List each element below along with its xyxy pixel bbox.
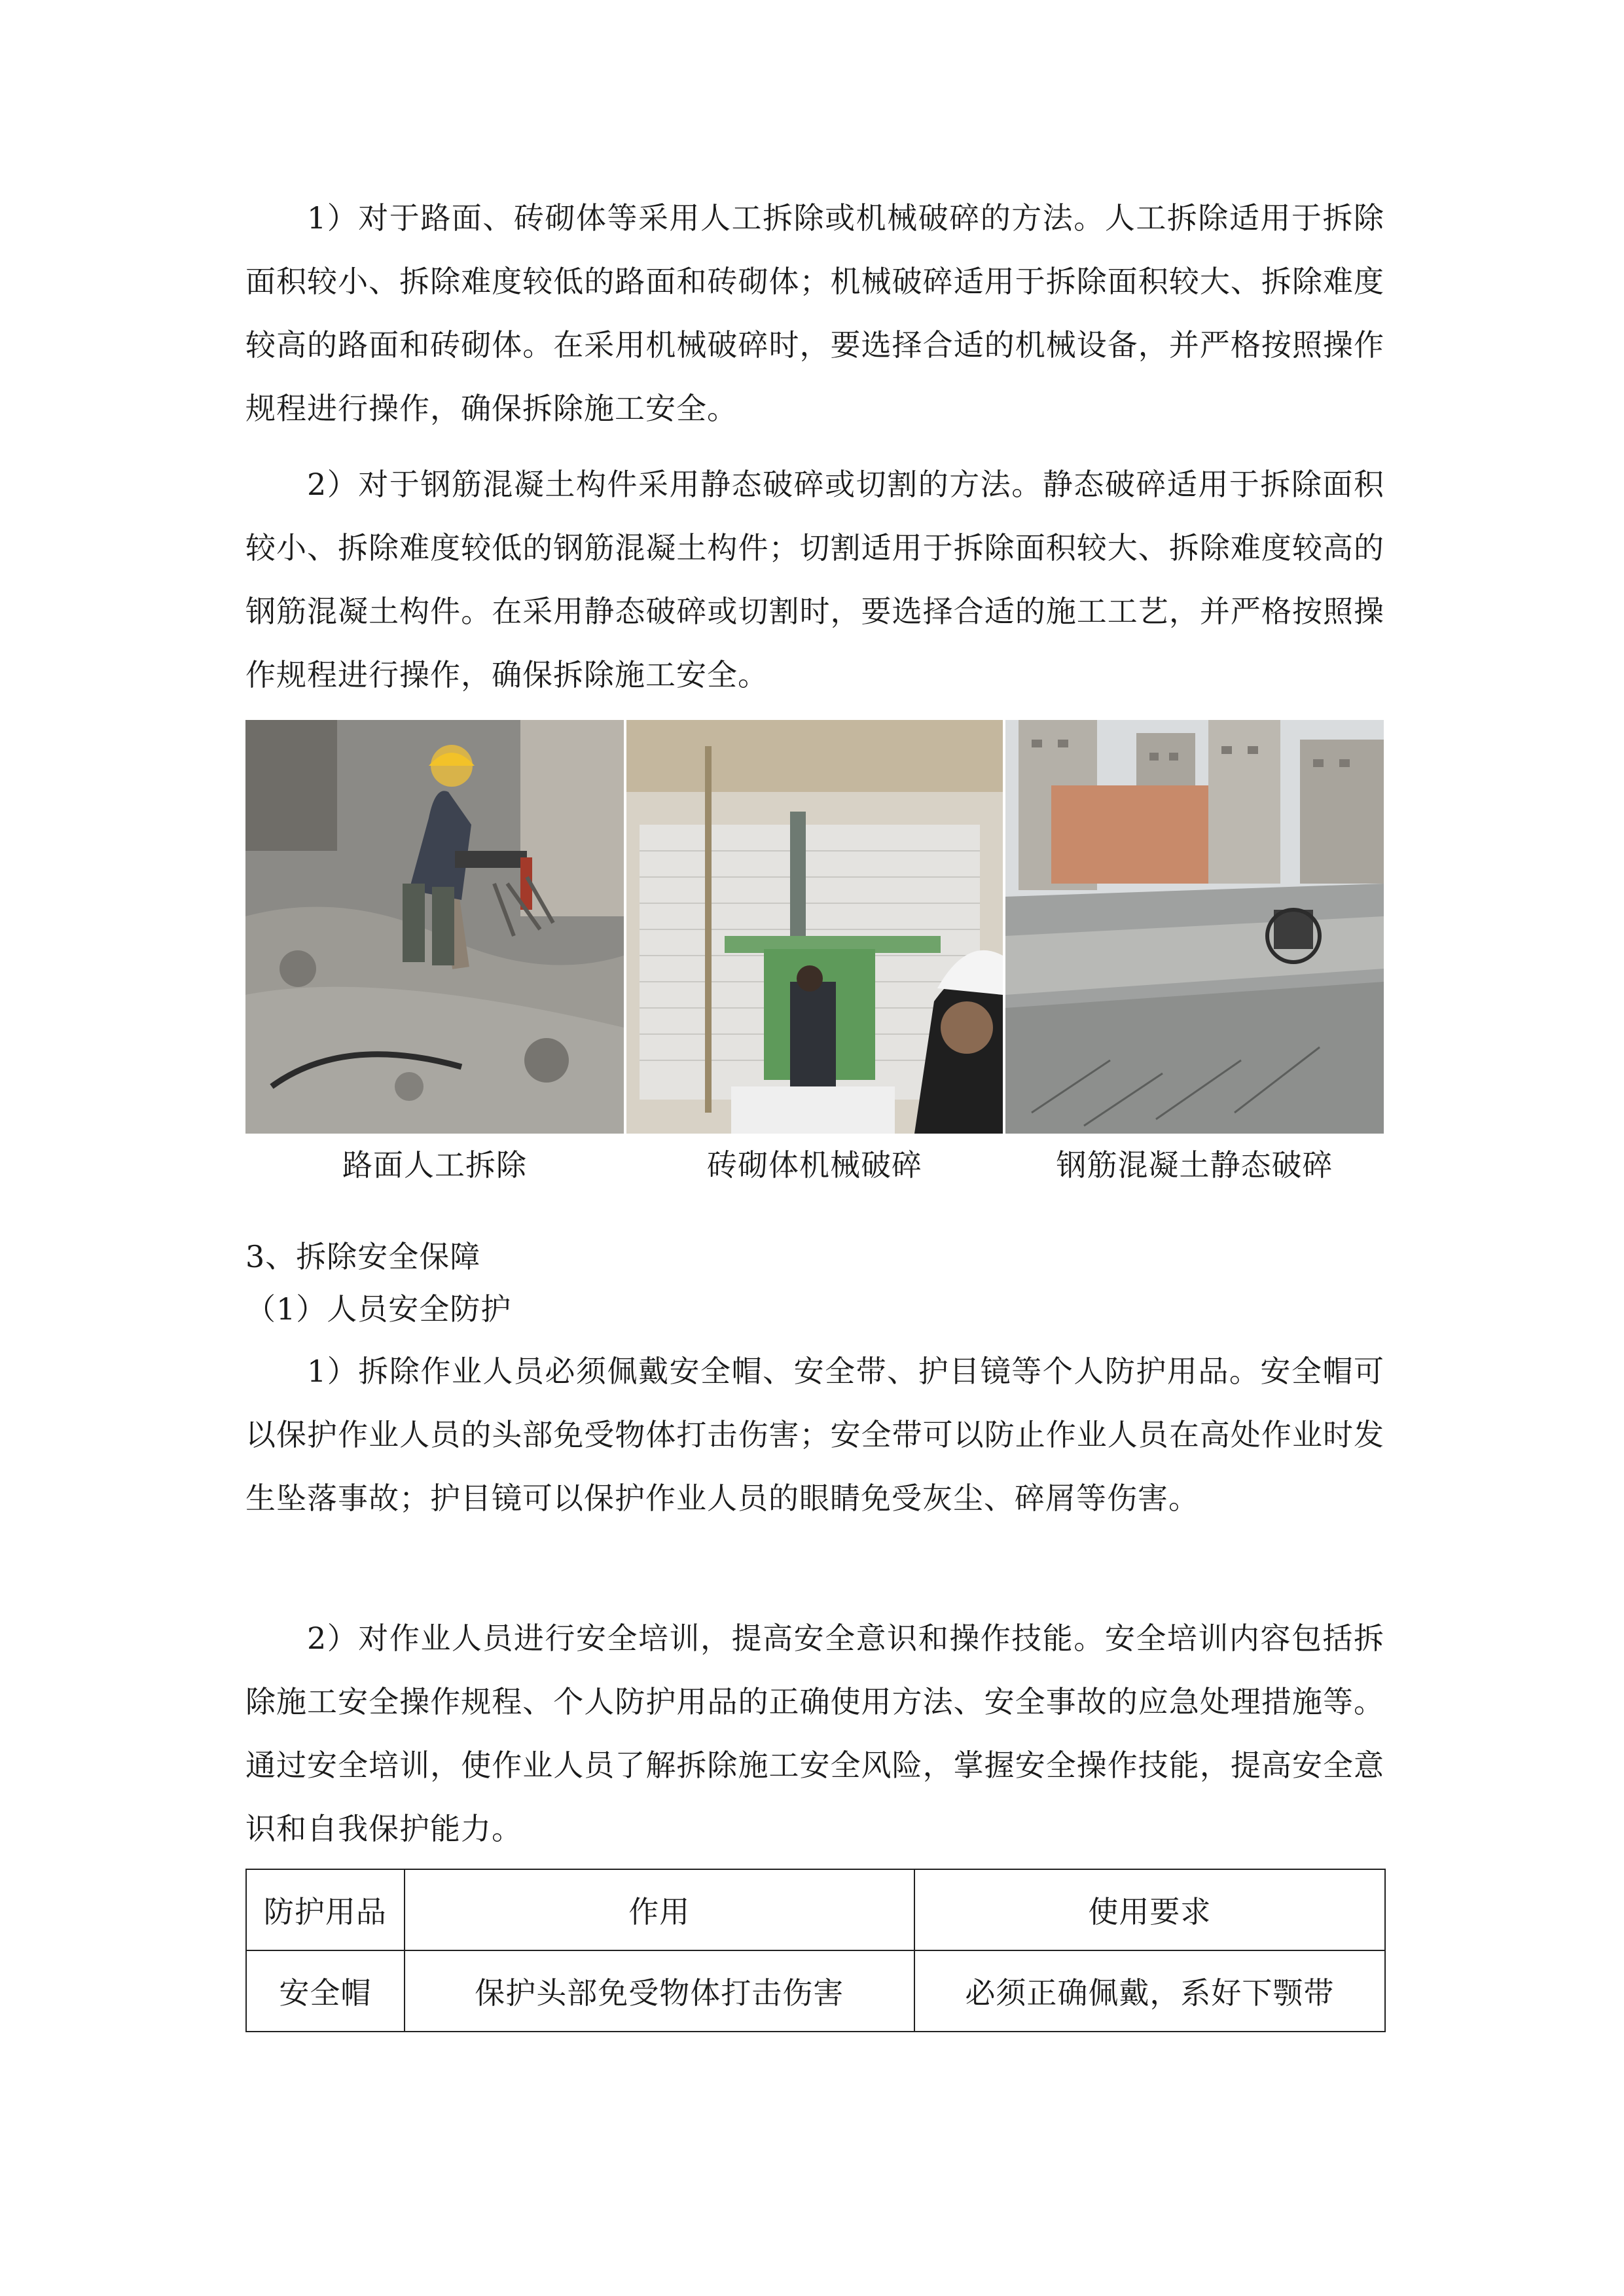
subsection-heading: （1）人员安全防护 bbox=[245, 1291, 512, 1327]
table-row bbox=[246, 1950, 1385, 2032]
photo-masonry-mechanical-breaking bbox=[626, 720, 1003, 1134]
paragraph-ppe: 1）拆除作业人员必须佩戴安全帽、安全带、护目镜等个人防护用品。安全帽可以保护作业人员的头部免受物体打击伤害；安全带可以防止作业人员在高处作业时发生坠落事故；护目镜可以保护作业人员的眼睛免受灰尘、碎屑等伤害。 bbox=[245, 1354, 1384, 1516]
photo-caption-1: 路面人工拆除 bbox=[342, 1147, 527, 1183]
photo-concrete-static-breaking bbox=[1005, 720, 1384, 1134]
table-cell: 必须正确佩戴，系好下颚带 bbox=[914, 1950, 1385, 2032]
paragraph-training: 2）对作业人员进行安全培训，提高安全意识和操作技能。安全培训内容包括拆除施工安全操作规程、个人防护用品的正确使用方法、安全事故的应急处理措施等。通过安全培训，使作业人员了解拆除施工安全风险，掌握安全操作技能，提高安全意识和自我保护能力。 bbox=[245, 1621, 1384, 1846]
table-header-row bbox=[246, 1869, 1385, 1950]
table-cell: 安全帽 bbox=[246, 1950, 405, 2032]
photo-caption-3: 钢筋混凝土静态破碎 bbox=[1056, 1147, 1333, 1183]
table-cell: 保护头部免受物体打击伤害 bbox=[405, 1950, 914, 2032]
table-header-cell: 作用 bbox=[405, 1869, 914, 1950]
section-heading: 3、拆除安全保障 bbox=[245, 1239, 481, 1274]
table-header-cell: 使用要求 bbox=[914, 1869, 1385, 1950]
ppe-table bbox=[245, 1869, 1386, 2032]
paragraph-road-masonry: 1）对于路面、砖砌体等采用人工拆除或机械破碎的方法。人工拆除适用于拆除面积较小、拆除难度较低的路面和砖砌体；机械破碎适用于拆除面积较大、拆除难度较高的路面和砖砌体。在采用机械破碎时，要选择合适的机械设备，并严格按照操作规程进行操作，确保拆除施工安全。 bbox=[245, 200, 1384, 426]
paragraph-reinforced-concrete: 2）对于钢筋混凝土构件采用静态破碎或切割的方法。静态破碎适用于拆除面积较小、拆除难度较低的钢筋混凝土构件；切割适用于拆除面积较大、拆除难度较高的钢筋混凝土构件。在采用静态破碎或切割时，要选择合适的施工工艺，并严格按照操作规程进行操作，确保拆除施工安全。 bbox=[245, 467, 1384, 692]
photo-road-manual-demolition bbox=[245, 720, 624, 1134]
photo-caption-2: 砖砌体机械破碎 bbox=[707, 1147, 922, 1183]
table-header-cell: 防护用品 bbox=[246, 1869, 405, 1950]
